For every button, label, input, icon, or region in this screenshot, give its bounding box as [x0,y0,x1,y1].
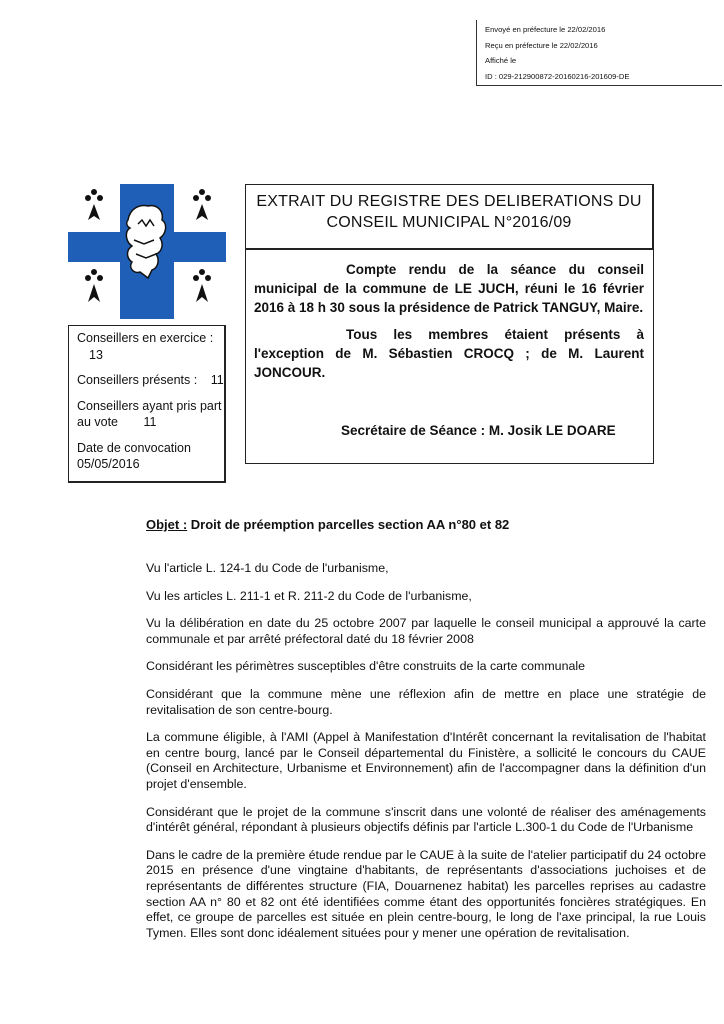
stamp-posted-line: Affiché le [485,56,517,65]
councillors-voting [77,398,224,431]
session-secretary: Secrétaire de Séance : M. Josik LE DOARE [341,423,616,438]
body-paragraph: Considérant les périmètres susceptibles d'être construits de la carte communale [146,659,585,674]
councillors-voting-value: 11 [143,415,157,429]
council-counts-box [68,325,226,483]
body-paragraph: Considérant que le projet de la commune s'inscrit dans une volonté de réaliser des aménagements d'intérêt général, répondant à plusieurs objectifs définis par l'article L.300-1 du Code de l'Urbanisme [146,804,706,835]
stamp-id-line: ID : 029-212900872-20160216-201609-DE [485,71,630,81]
meeting-summary: Compte rendu de la séance du conseil municipal de la commune de LE JUCH, réuni le 16 février 2016 à 18 h 30 sous la présidence de Patrick TANGUY, Maire. [254,262,644,315]
councillors-present-label: Conseillers présents : [77,373,198,387]
convocation-date-label: Date de convocation [77,440,191,455]
body-paragraph: Vu la délibération en date du 25 octobre 2007 par laquelle le conseil municipal a approuvé la carte communale et par arrêté préfectoral daté du 18 février 2008 [146,616,706,646]
councillors-in-office-label: Conseillers en exercice : [77,331,214,345]
object-text: Droit de préemption parcelles section AA n°80 et 82 [187,517,510,532]
object-label: Objet : [146,517,188,532]
councillors-present [77,372,224,389]
prefecture-stamp [476,20,722,86]
councillors-in-office-value: 13 [89,347,103,362]
meeting-details-box [245,250,654,464]
councillors-voting-label-2: au vote [77,415,119,429]
register-title-line-1: EXTRAIT DU REGISTRE DES DELIBERATIONS DU [256,193,642,210]
register-title-line-2: CONSEIL MUNICIPAL N°2016/09 [326,214,572,231]
councillors-in-office [77,330,224,363]
body-paragraph: Considérant que la commune mène une réflexion afin de mettre en place une stratégie de revitalisation de son centre-bourg. [146,686,706,717]
deliberation-object [146,517,509,532]
convocation-date [77,440,224,473]
deliberation-body [146,561,706,953]
councillors-present-value: 11 [210,373,224,387]
body-paragraph: Dans le cadre de la première étude rendue par le CAUE à la suite de l'atelier participatif du 24 octobre 2015 en présence d'une vingtaine d'habitants, de représentants d'associations juchoises et de représentants de différentes structure (FIA, Douarnenez habitat) les parcelles reprises au cadastre section AA n° 80 et 82 ont été identifiées comme étant des opportunités foncières stratégiques. En effet, ce groupe de parcelles est située en plein centre-bourg, le long de l'axe principal, la rue Louis Tymen. Elles sont donc idéalement situées pour y mener une opération de revitalisation. [146,847,706,940]
stamp-sent-line: Envoyé en préfecture le 22/02/2016 [485,25,606,34]
body-paragraph: La commune éligible, à l'AMI (Appel à Manifestation d'Intérêt concernant la revitalisation de l'habitat en centre bourg, lancé par le Conseil départemental du Finistère, a sollicité le concours du CAUE (Conseil en Architecture, Urbanisme et Environnement) afin de l'accompagner dans la définition d'un projet d'ensemble. [146,730,706,791]
body-paragraph: Vu l'article L. 124-1 du Code de l'urbanisme, [146,561,389,575]
convocation-date-value: 05/05/2016 [77,457,140,471]
stamp-received-line: Reçu en préfecture le 22/02/2016 [485,40,598,50]
body-paragraph: Vu les articles L. 211-1 et R. 211-2 du Code de l'urbanisme, [146,588,472,603]
register-title-box [245,184,654,250]
coat-of-arms-icon [68,184,226,319]
councillors-voting-label: Conseillers ayant pris part [77,398,222,413]
attendance-note: Tous les membres étaient présents à l'exception de M. Sébastien CROCQ ; de M. Laurent JONCOUR. [254,327,644,380]
